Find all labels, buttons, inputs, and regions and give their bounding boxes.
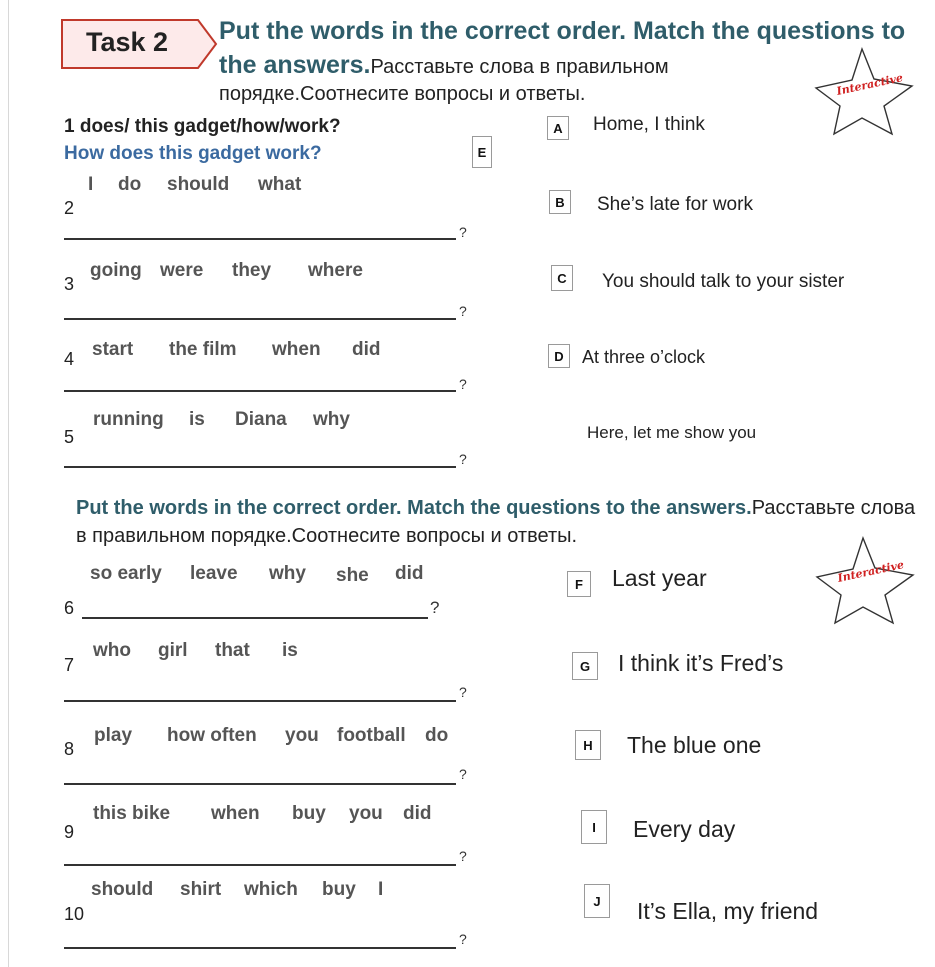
word-chip: shirt <box>180 879 222 900</box>
word-chip: should <box>167 174 230 195</box>
question-number: 6 <box>64 598 75 618</box>
answer-option: Here, let me show you <box>587 423 757 442</box>
question-number: 9 <box>64 822 75 842</box>
answer-option: I think it’s Fred’s <box>618 650 784 676</box>
interactive-star-badge[interactable] <box>812 46 918 136</box>
answer-letter-box[interactable]: A <box>547 116 569 140</box>
page-edge <box>8 0 9 967</box>
star-icon <box>813 535 919 625</box>
answer-line[interactable] <box>64 318 456 320</box>
task-heading <box>219 14 909 84</box>
interactive-star-badge[interactable] <box>813 535 919 625</box>
word-chip: going <box>90 260 142 281</box>
question-mark: ? <box>430 598 440 617</box>
answer-option: Every day <box>633 816 736 842</box>
question-mark: ? <box>459 684 467 700</box>
word-chip: girl <box>158 640 188 661</box>
answer-option: She’s late for work <box>597 194 753 215</box>
answer-line[interactable] <box>64 466 456 468</box>
question-mark: ? <box>459 376 467 392</box>
answer-option: You should talk to your sister <box>602 271 845 292</box>
word-chip: football <box>337 725 406 746</box>
word-chip: which <box>244 879 298 900</box>
word-chip: were <box>160 260 204 281</box>
word-chip: that <box>215 640 250 661</box>
answer-option: At three o’clock <box>582 347 706 367</box>
example-answer-box[interactable]: E <box>472 136 492 168</box>
word-chip: buy <box>292 803 326 824</box>
word-chip: buy <box>322 879 356 900</box>
word-chip: she <box>336 565 369 586</box>
answer-letter-box[interactable]: H <box>575 730 601 760</box>
task-heading-ru-1: Расставьте слова в правильном <box>370 56 669 78</box>
word-chip: play <box>94 725 133 746</box>
answer-line[interactable] <box>82 617 428 619</box>
word-chip: Diana <box>235 409 287 430</box>
word-chip: this bike <box>93 803 171 824</box>
task-label: Task 2 <box>86 27 169 57</box>
word-chip: start <box>92 339 134 360</box>
answer-line[interactable] <box>64 947 456 949</box>
answer-letter-box[interactable]: I <box>581 810 607 844</box>
answer-line[interactable] <box>64 783 456 785</box>
word-chip: the film <box>169 339 237 360</box>
word-chip: what <box>258 174 302 195</box>
answer-letter-box[interactable]: B <box>549 190 571 214</box>
word-chip: you <box>349 803 383 824</box>
word-chip: leave <box>190 563 238 584</box>
task-tag <box>60 18 218 68</box>
word-chip: why <box>313 409 350 430</box>
word-chip: when <box>211 803 260 824</box>
answer-option: Home, I think <box>593 114 705 135</box>
answer-option: The blue one <box>627 732 762 758</box>
word-chip: where <box>308 260 363 281</box>
question-mark: ? <box>459 303 467 319</box>
word-chip: you <box>285 725 319 746</box>
question-number: 3 <box>64 274 75 294</box>
word-chip: when <box>272 339 321 360</box>
example-prompt: 1 does/ this gadget/how/work? <box>64 116 341 137</box>
part2-heading <box>76 494 916 550</box>
question-number: 7 <box>64 655 75 675</box>
answer-line[interactable] <box>64 864 456 866</box>
word-chip: they <box>232 260 272 281</box>
word-chip: I <box>88 174 94 195</box>
answer-letter-box[interactable]: J <box>584 884 610 918</box>
word-chip: do <box>118 174 142 195</box>
word-chip: how often <box>167 725 257 746</box>
answer-option: It’s Ella, my friend <box>637 898 819 924</box>
word-chip: did <box>403 803 432 824</box>
part2-heading-en: Put the words in the correct order. Match the questions to the answers. <box>76 497 752 519</box>
answer-option: Last year <box>612 565 707 591</box>
word-chip: is <box>282 640 298 661</box>
question-number: 2 <box>64 198 75 218</box>
task-heading-ru-2: порядке.Соотнесите вопросы и ответы. <box>219 83 586 105</box>
question-mark: ? <box>459 451 467 467</box>
question-number: 10 <box>64 904 85 924</box>
word-chip: did <box>352 339 381 360</box>
question-number: 8 <box>64 739 75 759</box>
word-chip: should <box>91 879 154 900</box>
word-chip: do <box>425 725 449 746</box>
star-label: Interactive <box>836 558 906 585</box>
answer-letter-box[interactable]: G <box>572 652 598 680</box>
answer-letter-box[interactable]: C <box>551 265 573 291</box>
answer-letter-box[interactable]: F <box>567 571 591 597</box>
task-heading-en: Put the words in the correct order. Match the questions to the answers. <box>219 17 906 79</box>
question-mark: ? <box>459 224 467 240</box>
word-chip: is <box>189 409 205 430</box>
answer-line[interactable] <box>64 390 456 392</box>
question-number: 4 <box>64 349 75 369</box>
word-chip: running <box>93 409 164 430</box>
example-answer: How does this gadget work? <box>64 143 322 164</box>
answer-line[interactable] <box>64 238 456 240</box>
word-chip: did <box>395 563 424 584</box>
answer-line[interactable] <box>64 700 456 702</box>
question-mark: ? <box>459 931 467 947</box>
answer-letter-box[interactable]: D <box>548 344 570 368</box>
word-chip: so early <box>90 563 162 584</box>
question-number: 5 <box>64 427 75 447</box>
star-label: Interactive <box>835 71 905 98</box>
question-mark: ? <box>459 766 467 782</box>
word-chip: I <box>378 879 384 900</box>
word-chip: why <box>269 563 306 584</box>
word-chip: who <box>93 640 131 661</box>
question-mark: ? <box>459 848 467 864</box>
part2-heading-ru: Расставьте слова в правильном порядке.Соотнесите вопросы и ответы. <box>76 497 916 547</box>
